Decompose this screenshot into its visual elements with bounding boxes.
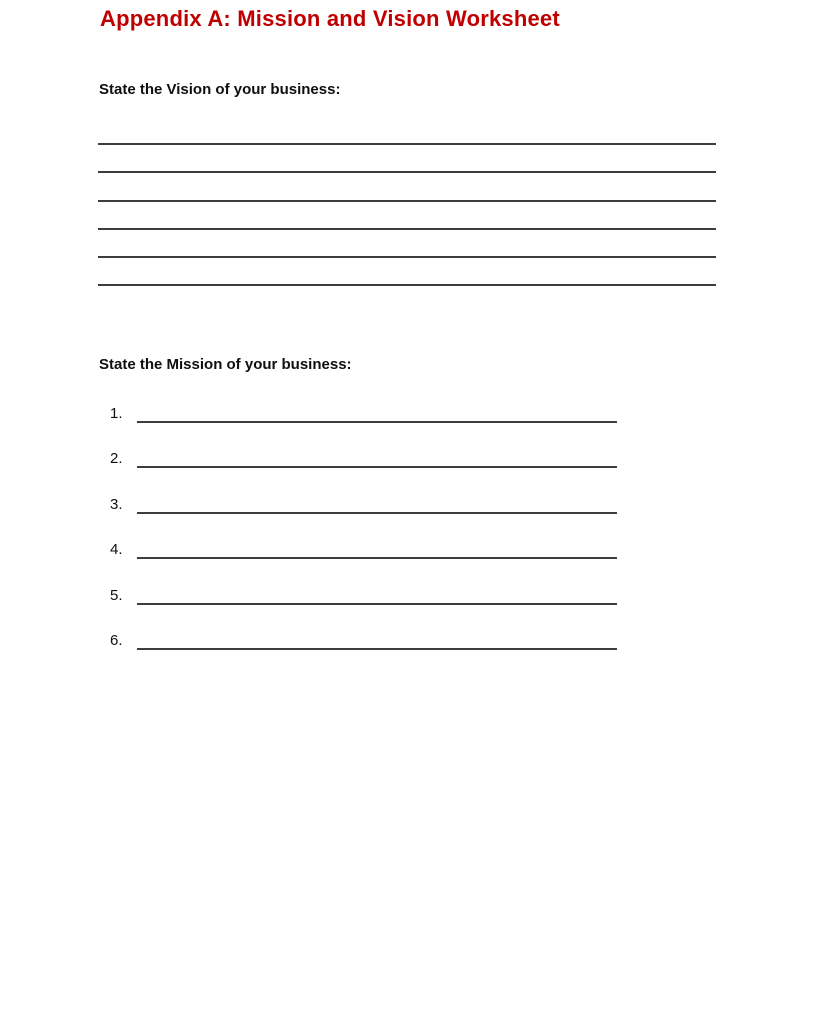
mission-item-number: 4. [110, 541, 123, 558]
vision-writing-line-3[interactable] [98, 200, 716, 202]
mission-item-5 [110, 586, 620, 608]
mission-item-2 [110, 449, 620, 471]
vision-writing-line-6[interactable] [98, 284, 716, 286]
mission-item-number: 6. [110, 632, 123, 649]
mission-item-4 [110, 540, 620, 562]
mission-writing-line-4[interactable] [137, 557, 617, 559]
vision-writing-line-4[interactable] [98, 228, 716, 230]
mission-item-1 [110, 404, 620, 426]
mission-item-number: 3. [110, 496, 123, 513]
mission-writing-line-3[interactable] [137, 512, 617, 514]
mission-item-number: 1. [110, 405, 123, 422]
mission-section-heading: State the Mission of your business: [99, 356, 352, 373]
vision-section-heading: State the Vision of your business: [99, 81, 341, 98]
mission-writing-line-1[interactable] [137, 421, 617, 423]
mission-writing-line-6[interactable] [137, 648, 617, 650]
vision-writing-line-2[interactable] [98, 171, 716, 173]
page-title: Appendix A: Mission and Vision Worksheet [100, 6, 560, 31]
mission-item-3 [110, 495, 620, 517]
mission-item-number: 5. [110, 587, 123, 604]
vision-writing-line-5[interactable] [98, 256, 716, 258]
vision-writing-line-1[interactable] [98, 143, 716, 145]
mission-writing-line-5[interactable] [137, 603, 617, 605]
mission-writing-line-2[interactable] [137, 466, 617, 468]
mission-item-number: 2. [110, 450, 123, 467]
mission-item-6 [110, 631, 620, 653]
